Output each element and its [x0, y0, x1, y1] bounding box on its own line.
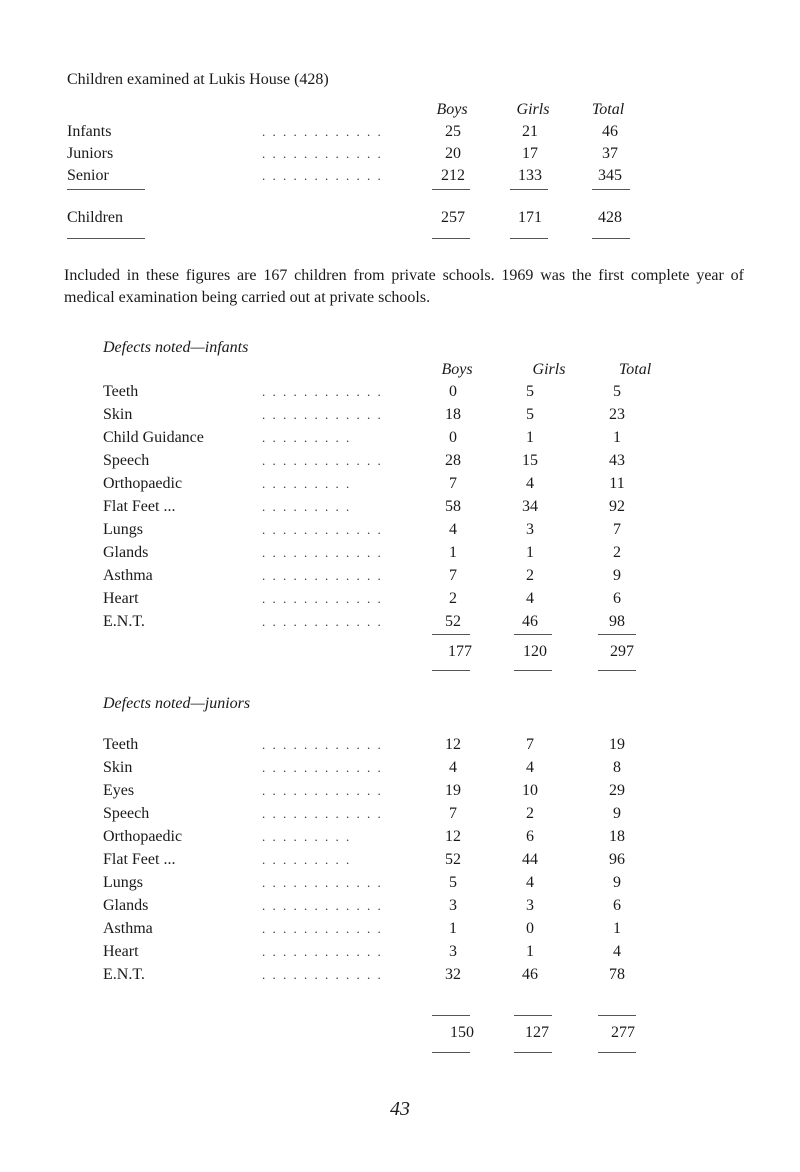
table-row-label: Teeth: [103, 383, 139, 400]
section1-rule-girls: [510, 189, 548, 190]
table-row-total: 2: [613, 544, 621, 561]
table-row-boys: 3: [449, 943, 457, 960]
table-row-leader-dots: . . . . . . . . . . . .: [262, 522, 383, 537]
table-row-boys: 1: [449, 544, 457, 561]
table-row-girls: 4: [526, 759, 534, 776]
section1-header-boys: Boys: [436, 101, 468, 118]
section3-rule-girls: [514, 1015, 552, 1016]
table-row-label: E.N.T.: [103, 613, 145, 630]
intro-paragraph: Included in these figures are 167 children from private schools. 1969 was the first complete year of medical examination being carried out at private schools.: [64, 267, 744, 306]
table-row-total: 6: [613, 897, 621, 914]
table-row-label: Eyes: [103, 782, 135, 799]
table-row-girls: 0: [526, 920, 534, 937]
table-row-total: 11: [609, 475, 625, 492]
table-row-girls: 7: [526, 736, 534, 753]
table-row-leader-dots: . . . . . . . . . . . .: [262, 944, 383, 959]
table-row-girls: 1: [526, 544, 534, 561]
table-row-leader-dots: . . . . . . . . . . . .: [262, 384, 383, 399]
section2-header-boys: Boys: [441, 361, 473, 378]
table-row-girls: 1: [526, 429, 534, 446]
table-row-leader-dots: . . . . . . . . .: [262, 499, 352, 514]
table-row-girls: 4: [526, 475, 534, 492]
section2-rule2-girls: [514, 670, 552, 671]
section2-rule-girls: [514, 634, 552, 635]
table-row-boys: 2: [449, 590, 457, 607]
table-row-boys: 0: [449, 383, 457, 400]
section2-rule2-boys: [432, 670, 470, 671]
table-row-total: 29: [609, 782, 625, 799]
section1-rule-total: [592, 189, 630, 190]
section1-rule2-label: [67, 238, 145, 239]
table-row-boys: 58: [445, 498, 461, 515]
section1-rule2-boys: [432, 238, 470, 239]
table-row-leader-dots: . . . . . . . . . . . .: [262, 168, 383, 183]
table-row-girls: 2: [526, 567, 534, 584]
section2-total-total: 297: [610, 643, 634, 660]
table-row-boys: 4: [449, 521, 457, 538]
table-row-total: 7: [613, 521, 621, 538]
table-row-label: Orthopaedic: [103, 828, 183, 845]
table-row-label: Child Guidance: [103, 429, 204, 446]
table-row-leader-dots: . . . . . . . . . . . .: [262, 545, 383, 560]
table-row-girls: 6: [526, 828, 534, 845]
table-row-leader-dots: . . . . . . . . . . . .: [262, 407, 383, 422]
table-row-boys: 25: [445, 123, 461, 140]
table-row-girls: 15: [522, 452, 538, 469]
table-row-leader-dots: . . . . . . . . .: [262, 852, 352, 867]
table-row-label: Asthma: [103, 567, 153, 584]
table-row-boys: 32: [445, 966, 461, 983]
table-row-girls: 4: [526, 590, 534, 607]
table-row-boys: 28: [445, 452, 461, 469]
table-row-boys: 3: [449, 897, 457, 914]
table-row-total: 92: [609, 498, 625, 515]
table-row-total: 96: [609, 851, 625, 868]
table-row-leader-dots: . . . . . . . . . . . .: [262, 783, 383, 798]
table-row-total: 37: [602, 145, 618, 162]
table-row-leader-dots: . . . . . . . . . . . .: [262, 591, 383, 606]
table-row-label: E.N.T.: [103, 966, 145, 983]
table-row-label: Speech: [103, 452, 150, 469]
table-row-label: Glands: [103, 897, 149, 914]
table-row-label: Skin: [103, 759, 133, 776]
table-row-leader-dots: . . . . . . . . .: [262, 829, 352, 844]
table-row-leader-dots: . . . . . . . . . . . .: [262, 760, 383, 775]
table-row-girls: 3: [526, 521, 534, 538]
table-row-leader-dots: . . . . . . . . . . . .: [262, 806, 383, 821]
section1-title: Children examined at Lukis House (428): [67, 71, 329, 88]
table-row-label: Juniors: [67, 145, 114, 162]
table-row-leader-dots: . . . . . . . . . . . .: [262, 898, 383, 913]
section3-total-total: 277: [611, 1024, 635, 1041]
table-row-girls: 46: [522, 613, 538, 630]
table-row-boys: 7: [449, 475, 457, 492]
table-row-leader-dots: . . . . . . . . . . . .: [262, 737, 383, 752]
table-row-girls: 4: [526, 874, 534, 891]
table-row-total: 5: [613, 383, 621, 400]
table-row-girls: 133: [518, 167, 542, 184]
section1-total-girls: 171: [518, 209, 542, 226]
table-row-boys: 1: [449, 920, 457, 937]
section2-total-girls: 120: [523, 643, 547, 660]
table-row-boys: 212: [441, 167, 465, 184]
section2-header-total: Total: [618, 361, 652, 378]
table-row-boys: 12: [445, 736, 461, 753]
table-row-girls: 44: [522, 851, 538, 868]
table-row-total: 98: [609, 613, 625, 630]
table-row-label: Skin: [103, 406, 133, 423]
table-row-boys: 7: [449, 805, 457, 822]
table-row-girls: 3: [526, 897, 534, 914]
section1-rule-label: [67, 189, 145, 190]
table-row-total: 23: [609, 406, 625, 423]
table-row-label: Heart: [103, 943, 139, 960]
table-row-boys: 0: [449, 429, 457, 446]
table-row-girls: 1: [526, 943, 534, 960]
table-row-girls: 2: [526, 805, 534, 822]
table-row-total: 9: [613, 567, 621, 584]
table-row-label: Glands: [103, 544, 149, 561]
section3-rule-total: [598, 1015, 636, 1016]
table-row-leader-dots: . . . . . . . . . . . .: [262, 453, 383, 468]
section1-total-total: 428: [598, 209, 622, 226]
section1-total-label: Children: [67, 209, 123, 226]
table-row-girls: 46: [522, 966, 538, 983]
table-row-girls: 5: [526, 406, 534, 423]
table-row-leader-dots: . . . . . . . . . . . .: [262, 568, 383, 583]
section1-rule2-girls: [510, 238, 548, 239]
section3-rule2-boys: [432, 1052, 470, 1053]
section1-rule2-total: [592, 238, 630, 239]
table-row-label: Heart: [103, 590, 139, 607]
table-row-leader-dots: . . . . . . . . . . . .: [262, 921, 383, 936]
table-row-total: 19: [609, 736, 625, 753]
page-number: 43: [390, 1098, 410, 1120]
table-row-label: Teeth: [103, 736, 139, 753]
section3-rule-boys: [432, 1015, 470, 1016]
table-row-boys: 7: [449, 567, 457, 584]
table-row-boys: 52: [445, 613, 461, 630]
table-row-boys: 5: [449, 874, 457, 891]
table-row-boys: 19: [445, 782, 461, 799]
section1-header-total: Total: [591, 101, 625, 118]
table-row-leader-dots: . . . . . . . . . . . .: [262, 614, 383, 629]
section2-rule2-total: [598, 670, 636, 671]
table-row-total: 46: [602, 123, 618, 140]
section2-rule-boys: [432, 634, 470, 635]
table-row-total: 345: [598, 167, 622, 184]
table-row-total: 1: [613, 429, 621, 446]
table-row-label: Lungs: [103, 521, 143, 538]
table-row-total: 6: [613, 590, 621, 607]
table-row-label: Infants: [67, 123, 112, 140]
table-row-total: 9: [613, 805, 621, 822]
table-row-girls: 34: [522, 498, 538, 515]
table-row-total: 8: [613, 759, 621, 776]
table-row-leader-dots: . . . . . . . . . . . .: [262, 875, 383, 890]
table-row-boys: 18: [445, 406, 461, 423]
table-row-total: 1: [613, 920, 621, 937]
table-row-leader-dots: . . . . . . . . .: [262, 476, 352, 491]
table-row-label: Asthma: [103, 920, 153, 937]
table-row-girls: 21: [522, 123, 538, 140]
table-row-leader-dots: . . . . . . . . .: [262, 430, 352, 445]
table-row-label: Senior: [67, 167, 109, 184]
table-row-leader-dots: . . . . . . . . . . . .: [262, 146, 383, 161]
table-row-label: Orthopaedic: [103, 475, 183, 492]
table-row-total: 9: [613, 874, 621, 891]
section2-header-girls: Girls: [532, 361, 566, 378]
table-row-label: Flat Feet ...: [103, 498, 176, 515]
table-row-total: 18: [609, 828, 625, 845]
table-row-boys: 12: [445, 828, 461, 845]
table-row-boys: 20: [445, 145, 461, 162]
table-row-girls: 17: [522, 145, 538, 162]
table-row-total: 78: [609, 966, 625, 983]
table-row-label: Speech: [103, 805, 150, 822]
table-row-leader-dots: . . . . . . . . . . . .: [262, 124, 383, 139]
section2-total-boys: 177: [448, 643, 472, 660]
table-row-label: Lungs: [103, 874, 143, 891]
section1-rule-boys: [432, 189, 470, 190]
table-row-girls: 10: [522, 782, 538, 799]
section1-total-boys: 257: [441, 209, 465, 226]
section3-rule2-girls: [514, 1052, 552, 1053]
section3-rule2-total: [598, 1052, 636, 1053]
section3-title: Defects noted—juniors: [103, 695, 251, 712]
section3-total-boys: 150: [450, 1024, 474, 1041]
table-row-leader-dots: . . . . . . . . . . . .: [262, 967, 383, 982]
table-row-label: Flat Feet ...: [103, 851, 176, 868]
table-row-total: 4: [613, 943, 621, 960]
table-row-total: 43: [609, 452, 625, 469]
section2-title: Defects noted—infants: [103, 339, 249, 356]
section1-header-girls: Girls: [516, 101, 550, 118]
table-row-boys: 4: [449, 759, 457, 776]
table-row-boys: 52: [445, 851, 461, 868]
section3-total-girls: 127: [525, 1024, 549, 1041]
section2-rule-total: [598, 634, 636, 635]
table-row-girls: 5: [526, 383, 534, 400]
